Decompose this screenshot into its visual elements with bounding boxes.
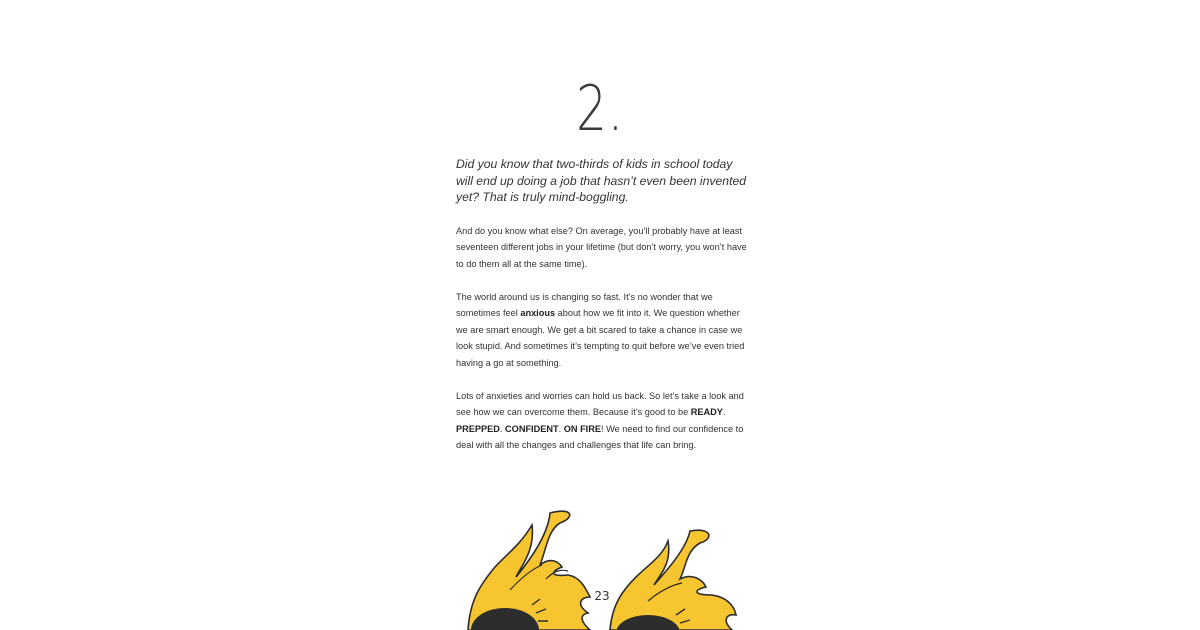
bold-anxious: anxious [520,308,556,318]
flame-left-icon [468,511,590,630]
flame-illustration [450,505,750,630]
paragraph-3 [456,388,748,454]
chapter-number: 2. [576,72,624,145]
paragraph-2-text-b: about how we fit into it. We question whether we are smart enough. We get a bit scared to take a chance in case we look stupid. And sometimes it’s tempting to quit before we’ve even tried having a go at something. [456,308,745,368]
bold-confident: CONFIDENT [505,423,559,434]
bold-ready: READY [690,407,723,417]
paragraph-3-text-b: ! We need to find our confidence to deal with all the changes and challenges that life can bring. [456,423,744,450]
paragraph-2-text-a: The world around us is changing so fast. It’s no wonder that we sometimes feel [456,291,713,318]
flame-right-icon [610,530,736,630]
paragraph-1: And do you know what else? On average, you’ll probably have at least seventeen different jobs in your lifetime (but don’t worry, you won’t have to do them all at the same time). [456,225,747,269]
paragraph-2 [456,289,748,372]
intro-paragraph: Did you know that two-thirds of kids in school today will end up doing a job that hasn’t even been invented yet? That is truly mind-boggling. [456,157,747,204]
text-column [456,156,748,470]
bold-prepped: PREPPED [456,423,500,434]
bold-on-fire: ON FIRE [563,423,601,434]
separator-2: . [499,423,506,434]
page-number: 23 [594,589,610,603]
separator-3: . [558,423,564,434]
separator-1: . [722,407,726,417]
paragraph-3-text-a: Lots of anxieties and worries can hold us back. So let’s take a look and see how we can overcome them. Because it’s good to be [456,390,744,417]
